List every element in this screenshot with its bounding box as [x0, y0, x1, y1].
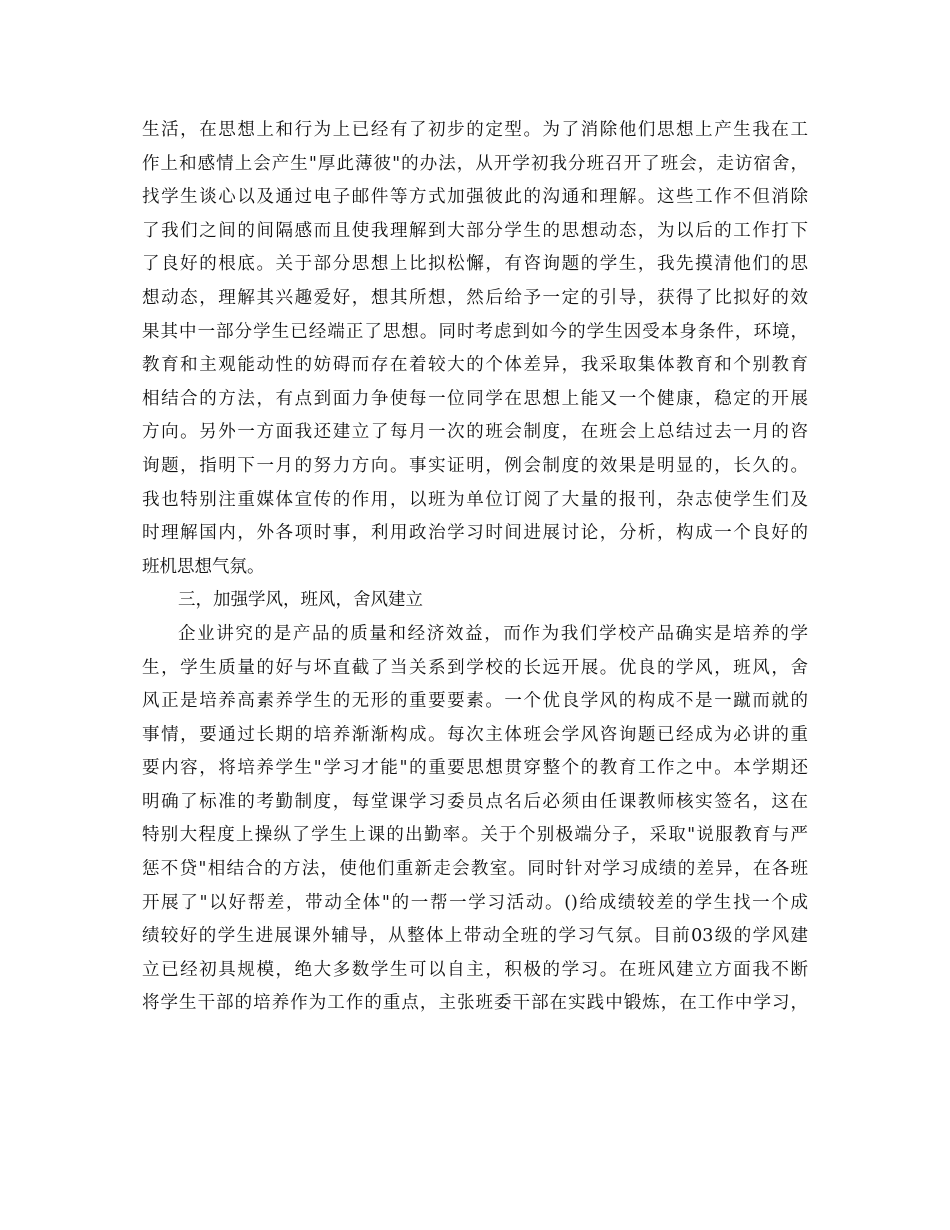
text-line: 特别大程度上操纵了学生上课的出勤率。关于个别极端分子，采取"说服教育与严 — [142, 825, 808, 846]
text-line: 找学生谈心以及通过电子邮件等方式加强彼此的沟通和理解。这些工作不但消除 — [142, 187, 808, 208]
text-line: 我也特别注重媒体宣传的作用，以班为单位订阅了大量的报刊，杂志使学生们及 — [142, 489, 808, 510]
text-line: 开展了"以好帮差，带动全体"的一帮一学习活动。()给成绩较差的学生找一个成 — [142, 892, 808, 913]
text-line: 方向。另外一方面我还建立了每月一次的班会制度，在班会上总结过去一月的咨 — [142, 422, 808, 443]
text-line: 明确了标准的考勤制度，每堂课学习委员点名后必须由任课教师核实签名，这在 — [142, 791, 808, 812]
text-line: 询题，指明下一月的努力方向。事实证明，例会制度的效果是明显的，长久的。 — [142, 455, 808, 476]
text-line: 想动态，理解其兴趣爱好，想其所想，然后给予一定的引导，获得了比拟好的效 — [142, 287, 808, 308]
text-line: 要内容，将培养学生"学习才能"的重要思想贯穿整个的教育工作之中。本学期还 — [142, 758, 808, 779]
text-line: 企业讲究的是产品的质量和经济效益，而作为我们学校产品确实是培养的学 — [178, 623, 808, 644]
text-line: 事情，要通过长期的培养渐渐构成。每次主体班会学风咨询题已经成为必讲的重 — [142, 724, 808, 745]
text-line: 了我们之间的间隔感而且使我理解到大部分学生的思想动态，为以后的工作打下 — [142, 220, 808, 241]
text-line: 生，学生质量的好与坏直截了当关系到学校的长远开展。优良的学风，班风，舍 — [142, 657, 808, 678]
section-heading: 三，加强学风，班风，舍风建立 — [178, 590, 423, 611]
paragraph-1 — [142, 114, 808, 584]
text-line: 时理解国内，外各项时事，利用政治学习时间进展讨论，分析，构成一个良好的 — [142, 523, 808, 544]
text-line: 相结合的方法，有点到面力争使每一位同学在思想上能又一个健康，稳定的开展 — [142, 388, 808, 409]
document-body — [142, 114, 808, 1021]
text-line: 班机思想气氛。 — [142, 556, 265, 577]
text-line: 果其中一部分学生已经端正了思想。同时考虑到如今的学生因受本身条件，环境， — [142, 321, 808, 342]
text-line: 作上和感情上会产生"厚此薄彼"的办法，从开学初我分班召开了班会，走访宿舍， — [142, 153, 808, 174]
text-line: 惩不贷"相结合的方法，使他们重新走会教室。同时针对学习成绩的差异，在各班 — [142, 859, 808, 880]
text-line: 立已经初具规模，绝大多数学生可以自主，积极的学习。在班风建立方面我不断 — [142, 959, 808, 980]
text-line: 了良好的根底。关于部分思想上比拟松懈，有咨询题的学生，我先摸清他们的思 — [142, 254, 808, 275]
text-line: 教育和主观能动性的妨碍而存在着较大的个体差异，我采取集体教育和个别教育 — [142, 355, 808, 376]
paragraph-2 — [142, 618, 808, 1021]
text-line: 将学生干部的培养作为工作的重点，主张班委干部在实践中锻炼，在工作中学习， — [142, 993, 808, 1014]
text-line: 绩较好的学生进展课外辅导，从整体上带动全班的学习气氛。目前03级的学风建 — [142, 926, 808, 947]
text-line: 生活，在思想上和行为上已经有了初步的定型。为了消除他们思想上产生我在工 — [142, 120, 808, 140]
text-line: 风正是培养高素养学生的无形的重要要素。一个优良学风的构成不是一蹴而就的 — [142, 691, 808, 712]
